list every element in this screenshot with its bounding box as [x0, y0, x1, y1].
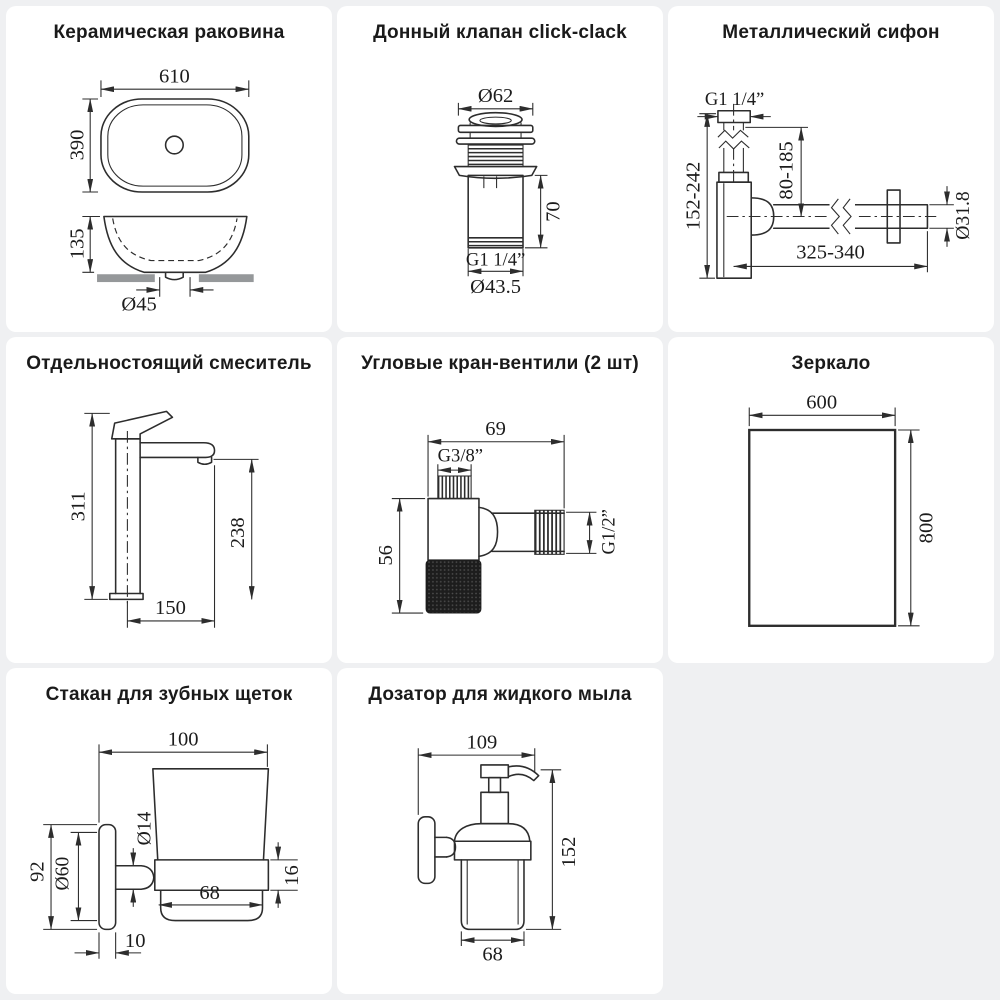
- valve-dim-thread: G1 1/4”: [465, 249, 526, 271]
- valve-dimensions: [458, 85, 564, 298]
- dispenser-body: [418, 765, 538, 929]
- valve-drawing: [337, 6, 663, 332]
- siphon-dim-pipe-diameter: Ø31.8: [953, 191, 975, 240]
- cup-dim-holder-height: 16: [280, 865, 303, 886]
- shoulder: [454, 824, 529, 842]
- sink-drawing: [6, 6, 332, 332]
- wall-plate: [418, 817, 435, 884]
- holder-arm: [435, 837, 447, 857]
- mixer-drawing: [6, 337, 332, 663]
- cup-dim-cup-width: 68: [199, 882, 220, 905]
- siphon-dim-thread: G1 1/4”: [704, 88, 765, 110]
- drain-stub: [166, 272, 184, 279]
- panel-mixer-title: Отдельностоящий смеситель: [26, 353, 312, 374]
- panel-valve-title: Донный клапан click-clack: [373, 22, 627, 43]
- mirror-dim-height: 800: [915, 512, 938, 544]
- cup-dim-height: 92: [26, 861, 49, 882]
- mixer-dim-spout-height: 238: [227, 517, 250, 549]
- holder-arm: [116, 866, 141, 889]
- countertop-left: [97, 274, 155, 282]
- panel-sink: [6, 6, 332, 332]
- sink-dim-width: 610: [158, 65, 190, 88]
- angle-valve-dim-length: 69: [485, 417, 506, 440]
- panel-sink-title: Керамическая раковина: [53, 22, 285, 43]
- panel-valve: [337, 6, 663, 332]
- panel-mixer: [6, 337, 332, 663]
- panel-cup: [6, 668, 332, 994]
- angle-valve-dimensions: [375, 418, 620, 613]
- sink-side-view: [97, 216, 254, 282]
- sink-top-view: [101, 99, 249, 192]
- cup-dim-width: 100: [167, 728, 199, 751]
- countertop-right: [199, 274, 254, 282]
- valve-dim-diameter: Ø43.5: [470, 275, 521, 298]
- panel-empty: [668, 668, 994, 994]
- mixer-handle: [112, 411, 173, 438]
- cup-dim-plate-diameter: Ø60: [52, 856, 74, 891]
- dispenser-dim-bottle-width: 68: [482, 943, 503, 966]
- panel-dispenser: [337, 668, 663, 994]
- siphon-dimensions: [682, 89, 974, 278]
- dispenser-dim-width: 109: [466, 731, 498, 754]
- panel-dispenser-title: Дозатор для жидкого мыла: [368, 684, 632, 705]
- sink-drain-hole: [166, 136, 184, 154]
- angle-valve-body: [426, 476, 564, 613]
- cup-drawing: [6, 668, 332, 994]
- knurled-handle: [426, 560, 481, 613]
- valve-dim-height: 70: [542, 201, 565, 222]
- siphon-dim-length: 325-340: [796, 241, 865, 264]
- valve-dim-cap: Ø62: [477, 84, 514, 107]
- cup-dimensions: [26, 728, 303, 958]
- panel-siphon-title: Металлический сифон: [722, 22, 940, 43]
- glass-upper: [153, 769, 269, 860]
- mirror-body: [749, 430, 895, 626]
- dispenser-dimensions: [418, 731, 580, 965]
- mixer-dim-height: 311: [67, 491, 90, 522]
- wall-plate: [99, 825, 116, 930]
- mixer-aerator: [198, 457, 212, 464]
- sink-dim-height: 135: [66, 228, 89, 260]
- cup-dim-arm-diameter: Ø14: [134, 811, 156, 846]
- mixer-dimensions: [67, 413, 258, 627]
- panel-cup-title: Стакан для зубных щеток: [45, 684, 293, 705]
- mixer-base: [110, 593, 143, 599]
- bottle: [461, 860, 524, 930]
- panel-siphon: [668, 6, 994, 332]
- angle-valve-dim-height: 56: [374, 545, 397, 566]
- siphon-drawing: [668, 6, 994, 332]
- mirror-dim-width: 600: [806, 391, 838, 414]
- angle-valve-dim-inlet-thread: G3/8”: [437, 445, 484, 467]
- panel-angle-valve: [337, 337, 663, 663]
- pump-cap: [481, 765, 508, 778]
- mixer-dim-spout-reach: 150: [155, 597, 186, 620]
- mirror-dimensions: [749, 391, 937, 625]
- pump-stem: [489, 778, 501, 793]
- pump-neck: [481, 792, 508, 823]
- sink-dim-drain: Ø45: [121, 293, 157, 316]
- dispenser-dim-height: 152: [558, 836, 581, 868]
- mixer-body: [110, 411, 215, 605]
- panel-mirror: [668, 337, 994, 663]
- valve-body: [454, 113, 536, 248]
- pump-spout: [508, 766, 538, 781]
- dispenser-drawing: [337, 668, 663, 994]
- angle-valve-drawing: [337, 337, 663, 663]
- siphon-dim-total-height: 152-242: [682, 161, 705, 231]
- siphon-dim-inlet-height: 80-185: [775, 141, 798, 200]
- panel-mirror-title: Зеркало: [791, 353, 871, 374]
- mirror-drawing: [668, 337, 994, 663]
- angle-valve-dim-outlet-thread: G1/2”: [598, 509, 620, 555]
- panel-angle-valve-title: Угловые кран-вентили (2 шт): [361, 353, 639, 374]
- holder-ring: [454, 841, 530, 860]
- mixer-spout: [140, 443, 214, 458]
- cup-dim-plate-depth: 10: [124, 930, 146, 953]
- sink-dim-depth: 390: [66, 129, 89, 161]
